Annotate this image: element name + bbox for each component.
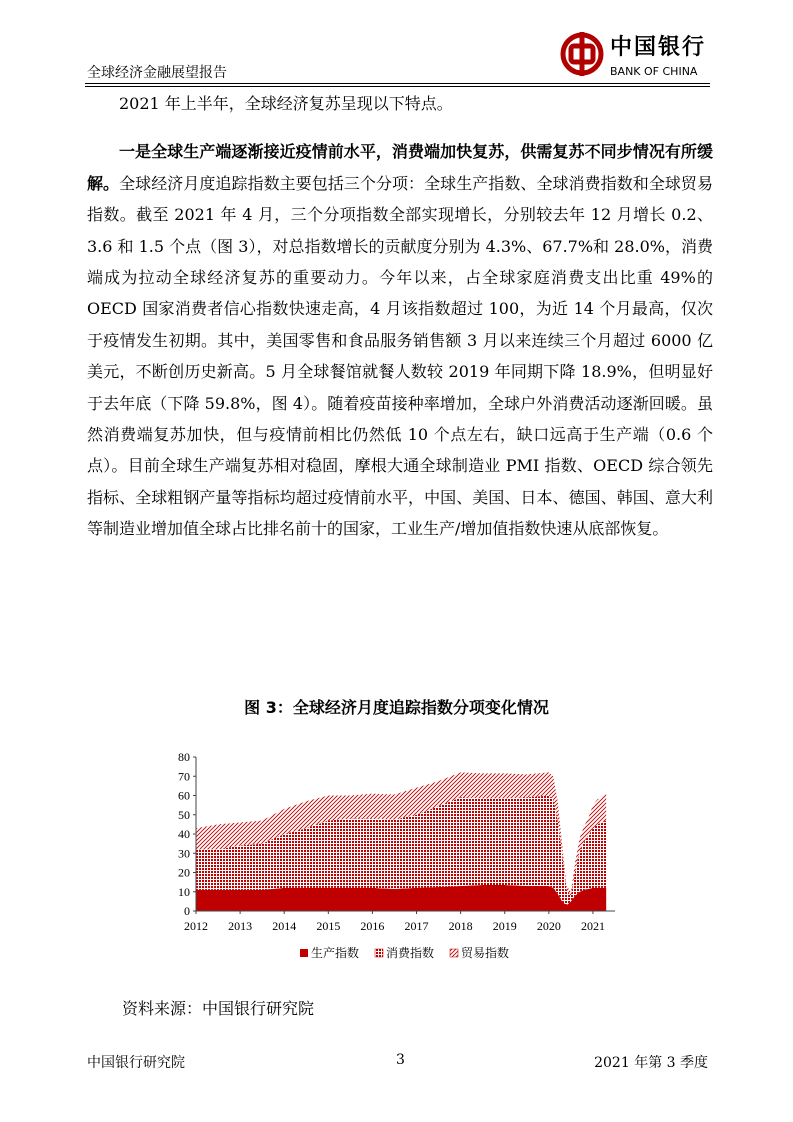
y-tick-label: 20 (178, 865, 190, 880)
legend-swatch-2 (375, 949, 383, 957)
footer-quarter: 2021 年第 3 季度 (594, 1055, 708, 1071)
legend-label-3: 贸易指数 (461, 946, 510, 960)
logo-english-name: BANK OF CHINA (610, 65, 698, 78)
intro-paragraph: 2021 年上半年，全球经济复苏呈现以下特点。 (119, 94, 453, 113)
header-rule-top (85, 83, 710, 84)
y-tick-label: 70 (178, 769, 190, 784)
main-paragraph (87, 136, 713, 544)
y-tick-label: 0 (184, 904, 190, 918)
x-tick-label: 2021 (580, 919, 605, 933)
boc-emblem-icon (558, 30, 608, 80)
x-tick-label: 2020 (536, 919, 561, 933)
header-rule-bottom (85, 86, 710, 87)
y-tick-label: 50 (178, 807, 190, 822)
stacked-area-chart (160, 745, 630, 975)
x-tick-label: 2016 (360, 919, 385, 933)
legend-label-1: 生产指数 (311, 946, 360, 960)
x-tick-label: 2019 (492, 919, 517, 933)
x-tick-label: 2015 (316, 919, 341, 933)
paragraph-text: 全球经济月度追踪指数主要包括三个分项：全球生产指数、全球消费指数和全球贸易指数。截至 2021 年 4 月，三个分项指数全部实现增长，分别较去年 12 月增长 0.2、3.6 和 1.5 个点（图 3），对总指数增长的贡献度分别为 4.3%、67.7%和 28.0%，消费端成为拉动全球经济复苏的重要动力。今年以来，占全球家庭消费支出比重 49%的 OECD 国家消费者信心指数快速走高，4 月该指数超过 100，为近 14 个月最高，仅次于疫情发生初期。其中，美国零售和食品服务销售额 3 月以来连续三个月超过 6000 亿美元，不断创历史新高。5 月全球餐馆就餐人数较 2019 年同期下降 18.9%，但明显好于去年底（下降 59.8%，图 4）。随着疫苗接种率增加，全球户外消费活动逐渐回暖。虽然消费端复苏加快，但与疫情前相比仍然低 10 个点左右，缺口远高于生产端（0.6 个点）。目前全球生产端复苏相对稳固，摩根大通全球制造业 PMI 指数、OECD 综合领先指标、全球粗钢产量等指标均超过疫情前水平，中国、美国、日本、德国、韩国、意大利等制造业增加值全球占比排名前十的国家，工业生产/增加值指数快速从底部恢复。 (87, 173, 713, 539)
legend-swatch-3 (450, 949, 458, 957)
x-tick-label: 2018 (448, 919, 473, 933)
lead-sentence: 一是全球生产端逐渐接近疫情前水平，消费端加快复苏，供需复苏不同步情况有所缓解。 (87, 142, 713, 193)
plot-area (196, 772, 606, 911)
figure-source: 资料来源：中国银行研究院 (122, 999, 315, 1018)
body-text (87, 88, 713, 545)
x-tick-label: 2013 (228, 919, 253, 933)
legend (300, 945, 509, 960)
report-title: 全球经济金融展望报告 (87, 65, 227, 81)
logo-chinese-name: 中国银行 (610, 34, 707, 60)
bank-logo (558, 30, 718, 80)
footer-page-number: 3 (396, 1052, 405, 1068)
y-tick-label: 30 (178, 846, 190, 861)
x-tick-label: 2017 (404, 919, 429, 933)
figure-title: 图 3：全球经济月度追踪指数分项变化情况 (244, 698, 549, 717)
y-tick-label: 10 (178, 884, 190, 899)
legend-label-2: 消费指数 (386, 946, 435, 960)
y-tick-label: 80 (178, 750, 190, 764)
y-tick-label: 60 (178, 788, 190, 803)
legend-swatch-1 (300, 949, 308, 957)
x-tick-label: 2014 (272, 919, 297, 933)
footer-institution: 中国银行研究院 (87, 1055, 185, 1071)
x-tick-label: 2012 (184, 919, 208, 933)
y-tick-label: 40 (178, 827, 190, 841)
